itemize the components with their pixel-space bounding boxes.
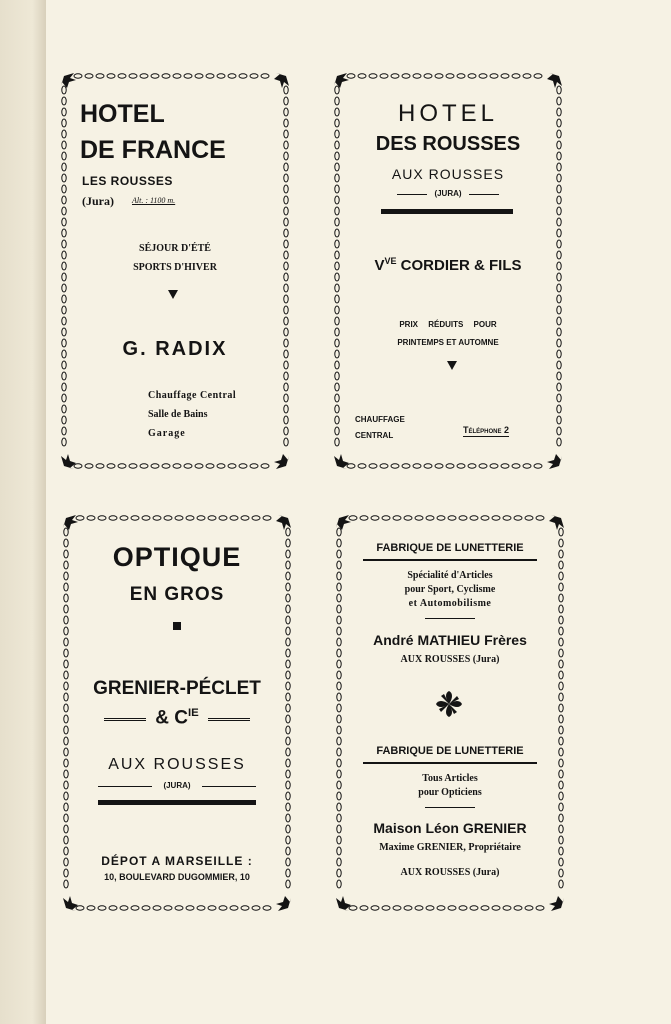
thick-rule <box>98 800 256 805</box>
heading-rule-1 <box>363 559 537 561</box>
amenity-bath: Salle de Bains <box>148 409 208 420</box>
ad-title-line1: HOTEL <box>80 100 165 128</box>
ad-hotel-de-france <box>58 70 292 472</box>
ad-hotel-des-rousses <box>331 70 565 472</box>
company-suffix <box>60 707 294 729</box>
ad-optique <box>60 512 294 914</box>
company-and: & C <box>155 707 188 729</box>
owner-name <box>331 256 565 274</box>
speciality-line2: pour Sport, Cyclisme <box>404 584 496 595</box>
heating-line2: CENTRAL <box>355 431 394 440</box>
phone-label: Téléphone 2 <box>463 425 510 435</box>
offer-line2: PRINTEMPS ET AUTOMNE <box>397 338 499 347</box>
maker-town-1: AUX ROUSSES (Jura) <box>400 654 500 665</box>
double-rule-right <box>208 718 250 721</box>
amenity-heating: Chauffage Central <box>148 390 237 401</box>
speciality-line1: Spécialité d'Articles <box>407 570 493 581</box>
maker-owner-2: Maxime GRENIER, Propriétaire <box>379 842 521 853</box>
owner-prefix: V <box>374 257 385 274</box>
owner-prefix-sup: VE <box>384 256 397 266</box>
items-line1: Tous Articles <box>422 773 478 784</box>
short-rule <box>425 618 475 619</box>
leaf-corner-icon <box>274 454 289 469</box>
ad-title-line1: HOTEL <box>397 100 498 127</box>
factory-heading-1: FABRIQUE DE LUNETTERIE <box>376 542 524 554</box>
page-spine <box>0 0 46 1024</box>
factory-heading-2: FABRIQUE DE LUNETTERIE <box>376 745 524 757</box>
maker-name-1: André MATHIEU Frères <box>373 632 527 648</box>
ad-lunetterie <box>333 512 567 914</box>
region-label: (Jura) <box>82 194 114 208</box>
offer-line1: PRIX RÉDUITS POUR <box>399 320 497 329</box>
ad-title-line1: OPTIQUE <box>112 542 242 572</box>
fleuron-icon <box>435 690 463 718</box>
owner-firm: CORDIER & FILS <box>400 257 522 274</box>
owner-name: G. RADIX <box>122 338 228 360</box>
amenity-garage: Garage <box>148 428 186 439</box>
maker-name-2: Maison Léon GRENIER <box>373 820 527 836</box>
town-label: AUX ROUSSES <box>391 166 505 182</box>
heading-rule-2 <box>363 762 537 764</box>
town-label: LES ROUSSES <box>82 174 173 188</box>
ad-title-line2: EN GROS <box>129 584 225 605</box>
depot-label: DÉPOT A MARSEILLE : <box>101 854 253 868</box>
leaf-corner-icon <box>276 896 291 911</box>
rule-right <box>469 194 499 195</box>
leaf-corner-icon <box>547 454 562 469</box>
depot-address: 10, BOULEVARD DUGOMMIER, 10 <box>104 872 250 882</box>
region-label: (JURA) <box>434 189 462 198</box>
rule-right <box>202 786 256 787</box>
heating-line1: CHAUFFAGE <box>355 415 405 424</box>
region-label: (JURA) <box>163 781 191 790</box>
thick-rule <box>381 209 513 214</box>
company-name: GRENIER-PÉCLET <box>93 678 261 699</box>
short-rule <box>425 807 475 808</box>
season-winter: SPORTS D'HIVER <box>133 262 217 273</box>
items-line2: pour Opticiens <box>418 787 482 798</box>
ad-title-line2: DES ROUSSES <box>375 133 521 155</box>
leaf-corner-icon <box>549 896 564 911</box>
maker-town-2: AUX ROUSSES (Jura) <box>400 867 500 878</box>
square-ornament <box>173 622 181 630</box>
triangle-down-icon <box>447 361 457 370</box>
season-summer: SÉJOUR D'ÉTÉ <box>139 243 211 254</box>
speciality-line3: et Automobilisme <box>408 598 492 609</box>
triangle-down-icon <box>168 290 178 299</box>
altitude-label: Alt. : 1100 m. <box>132 196 176 205</box>
company-sup: IE <box>187 707 199 719</box>
ad-title-line2: DE FRANCE <box>80 136 226 164</box>
town-label: AUX ROUSSES <box>108 756 246 773</box>
